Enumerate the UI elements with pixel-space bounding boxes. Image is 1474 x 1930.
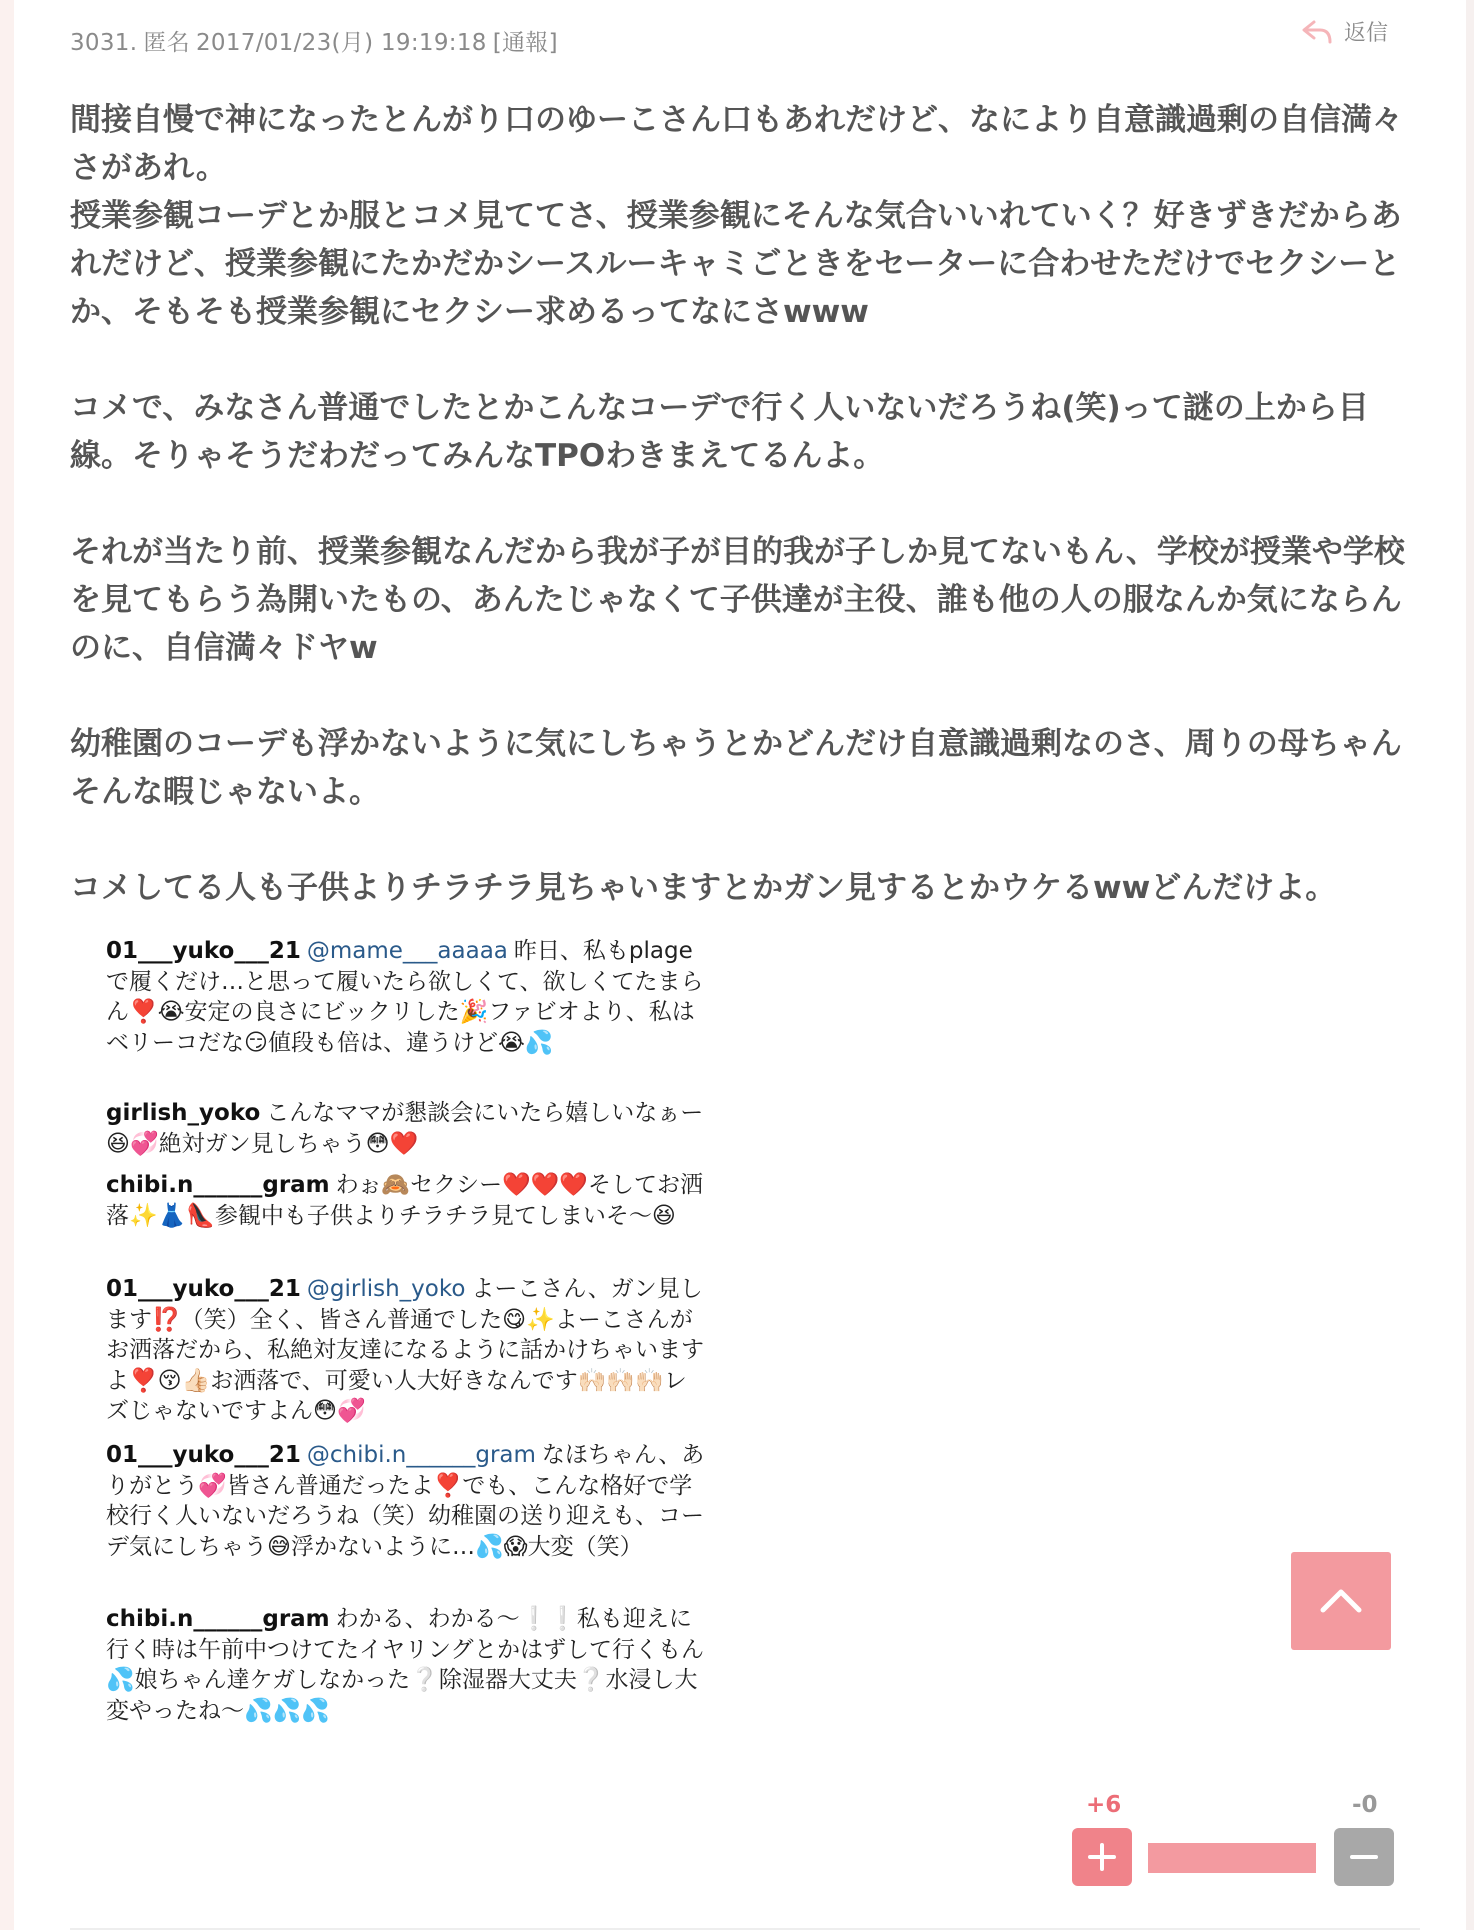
comment-user: 01___yuko___21	[106, 938, 301, 964]
post-author: 匿名	[143, 30, 190, 56]
report-link[interactable]: [通報]	[492, 30, 558, 56]
comment-user: chibi.n______gram	[106, 1172, 330, 1198]
comment-user: 01___yuko___21	[106, 1442, 301, 1468]
embedded-comment	[106, 1170, 706, 1231]
reply-arrow-icon	[1300, 18, 1334, 46]
post-body	[70, 96, 1420, 960]
comment-mention: @mame___aaaaa	[306, 938, 508, 964]
embedded-comment	[106, 1274, 706, 1427]
comment-text: なほちゃん、ありがとう💞皆さん普通だったよ❣️でも、こんな格好で学校行く人いないだろうね（笑）幼稚園の送り迎えも、コーデ気にしちゃう😅浮かないように…💦😱大変（笑）	[106, 1442, 705, 1560]
post-paragraph: コメで、みなさん普通でしたとかこんなコーデで行く人いないだろうね(笑)って謎の上から目線。そりゃそうだわだってみんなTPOわきまえてるんよ。	[70, 390, 1369, 474]
minus-vote-button[interactable]	[1334, 1828, 1394, 1886]
comment-user: 01___yuko___21	[106, 1276, 301, 1302]
comment-text: 昨日、私もplageで履くだけ…と思って履いたら欲しくて、欲しくてたまらん❣️😭安定の良さにビックリした🎉ファビオより、私はベリーコだな😏値段も倍は、違うけど😭💦	[106, 938, 704, 1056]
comment-text: よーこさん、ガン見します⁉️（笑）全く、皆さん普通でした😋✨よーこさんがお洒落だから、私絶対友達になるように話かけちゃいますよ❣️😚👍🏻お洒落で、可愛い人大好きなんです🙌🏻🙌🏻🙌🏻レズじゃないですよん😳💞	[106, 1276, 704, 1424]
scroll-to-top-button[interactable]	[1291, 1552, 1391, 1650]
minus-icon	[1348, 1841, 1380, 1873]
embedded-comment	[106, 1440, 706, 1562]
post-paragraph: 幼稚園のコーデも浮かないように気にしちゃうとかどんだけ自意識過剰なのさ、周りの母ちゃんそんな暇じゃないよ。	[70, 726, 1402, 810]
plus-icon	[1086, 1841, 1118, 1873]
chevron-up-icon	[1319, 1580, 1363, 1624]
vote-ratio-fill	[1148, 1843, 1316, 1873]
comment-text: こんなママが懇談会にいたら嬉しいなぁー😆💞絶対ガン見しちゃう😳❤️	[106, 1100, 704, 1157]
post-paragraph: 間接自慢で神になったとんがり口のゆーこさん口もあれだけど、なにより自意識過剰の自信満々さがあれ。 授業参観コーデとか服とコメ見ててさ、授業参観にそんな気合いいれていく？好きずきだからあれだけど、授業参観にたかだかシースルーキャミごときをセーターに合わせただけでセクシーとか、そもそも授業参観にセクシー求めるってなにさwww	[70, 102, 1403, 330]
comment-text: わぉ🙈セクシー❤️❤️❤️そしてお洒落✨👗👠参観中も子供よりチラチラ見てしまいそ〜😆	[106, 1172, 703, 1229]
embedded-comment	[106, 1604, 706, 1726]
reply-button[interactable]	[1300, 16, 1388, 47]
comment-text: わかる、わかる〜❕❕私も迎えに行く時は午前中つけてたイヤリングとかはずして行くもん💦娘ちゃん達ケガしなかった❔除湿器大丈夫❔水浸し大変やったね〜💦💦💦	[106, 1606, 704, 1724]
post-paragraph: コメしてる人も子供よりチラチラ見ちゃいますとかガン見するとかウケるwwどんだけよ。	[70, 870, 1337, 906]
post-paragraph: それが当たり前、授業参観なんだから我が子が目的我が子しか見てないもん、学校が授業や学校を見てもらう為開いたもの、あんたじゃなくて子供達が主役、誰も他の人の服なんか気にならんのに、自信満々ドヤw	[70, 534, 1405, 666]
minus-vote-count: -0	[1352, 1792, 1378, 1818]
post-number: 3031.	[70, 30, 138, 56]
plus-vote-count: +6	[1086, 1792, 1122, 1818]
comment-user: chibi.n______gram	[106, 1606, 330, 1632]
right-edge-strip	[1466, 0, 1474, 1930]
plus-vote-button[interactable]	[1072, 1828, 1132, 1886]
embedded-comments-image	[84, 928, 724, 1728]
comment-mention: @girlish_yoko	[306, 1276, 466, 1302]
embedded-comment	[106, 936, 706, 1058]
vote-ratio-bar	[1148, 1843, 1316, 1873]
left-edge-strip	[0, 0, 14, 1930]
post-datetime: 2017/01/23(月) 19:19:18	[195, 30, 487, 56]
embedded-comment	[106, 1098, 706, 1159]
comment-mention: @chibi.n______gram	[306, 1442, 536, 1468]
post-meta	[70, 24, 564, 57]
reply-label: 返信	[1344, 21, 1389, 46]
comment-user: girlish_yoko	[106, 1100, 261, 1126]
